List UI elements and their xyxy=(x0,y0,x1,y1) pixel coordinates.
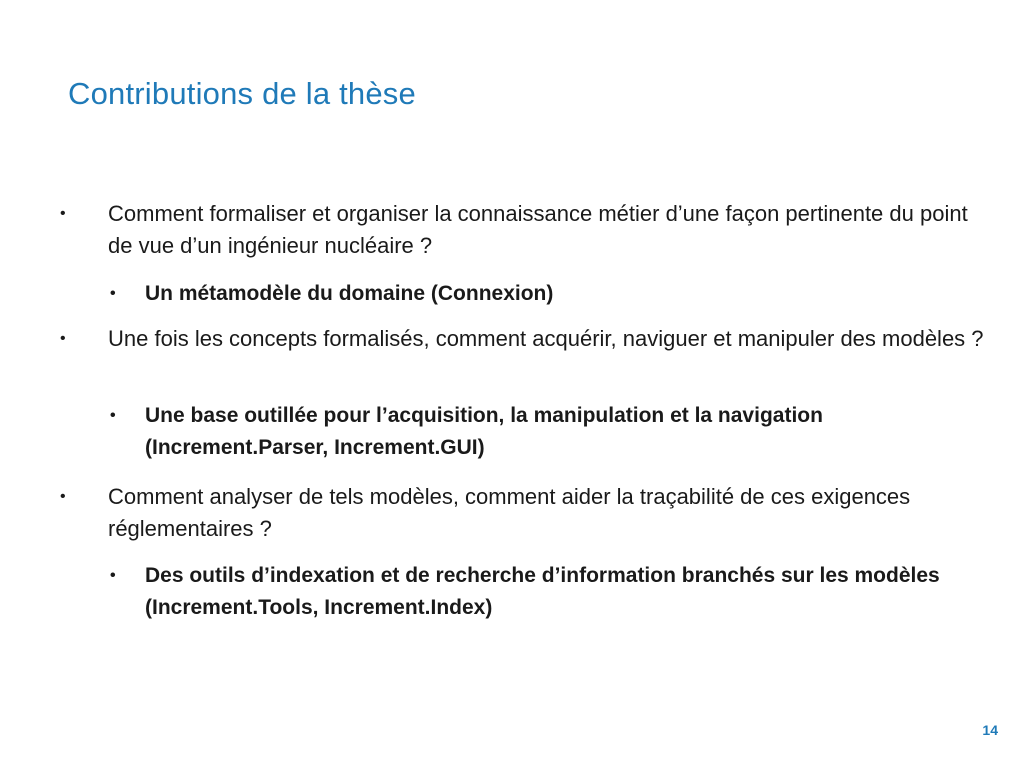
bullet-dot: • xyxy=(60,330,66,347)
bullet-dot: • xyxy=(110,567,116,584)
bullet-dot: • xyxy=(60,488,66,505)
slide-title: Contributions de la thèse xyxy=(68,76,416,111)
bullet-question-text: Comment formaliser et organiser la connaissance métier d’une façon pertinente du point de vue d’un ingénieur nucléaire ? xyxy=(108,201,968,258)
bullet-answer-text: Une base outillée pour l’acquisition, la manipulation et la navigation (Increment.Parser, Increment.GUI) xyxy=(145,404,823,459)
bullet-answer-1 xyxy=(110,278,990,310)
bullet-answer-text: Un métamodèle du domaine (Connexion) xyxy=(145,282,554,305)
bullet-question-1 xyxy=(60,198,990,262)
bullet-question-text: Une fois les concepts formalisés, comment acquérir, naviguer et manipuler des modèles ? xyxy=(108,326,984,351)
bullet-answer-2 xyxy=(110,400,990,464)
bullet-answer-text: Des outils d’indexation et de recherche d’information branchés sur les modèles (Increment.Tools, Increment.Index) xyxy=(145,564,940,619)
bullet-dot: • xyxy=(110,407,116,424)
bullet-dot: • xyxy=(60,205,66,222)
bullet-question-2 xyxy=(60,323,990,355)
bullet-dot: • xyxy=(110,285,116,302)
bullet-question-3 xyxy=(60,481,990,545)
page-number: 14 xyxy=(982,722,998,738)
bullet-answer-3 xyxy=(110,560,990,624)
bullet-question-text: Comment analyser de tels modèles, comment aider la traçabilité de ces exigences réglementaires ? xyxy=(108,484,911,541)
